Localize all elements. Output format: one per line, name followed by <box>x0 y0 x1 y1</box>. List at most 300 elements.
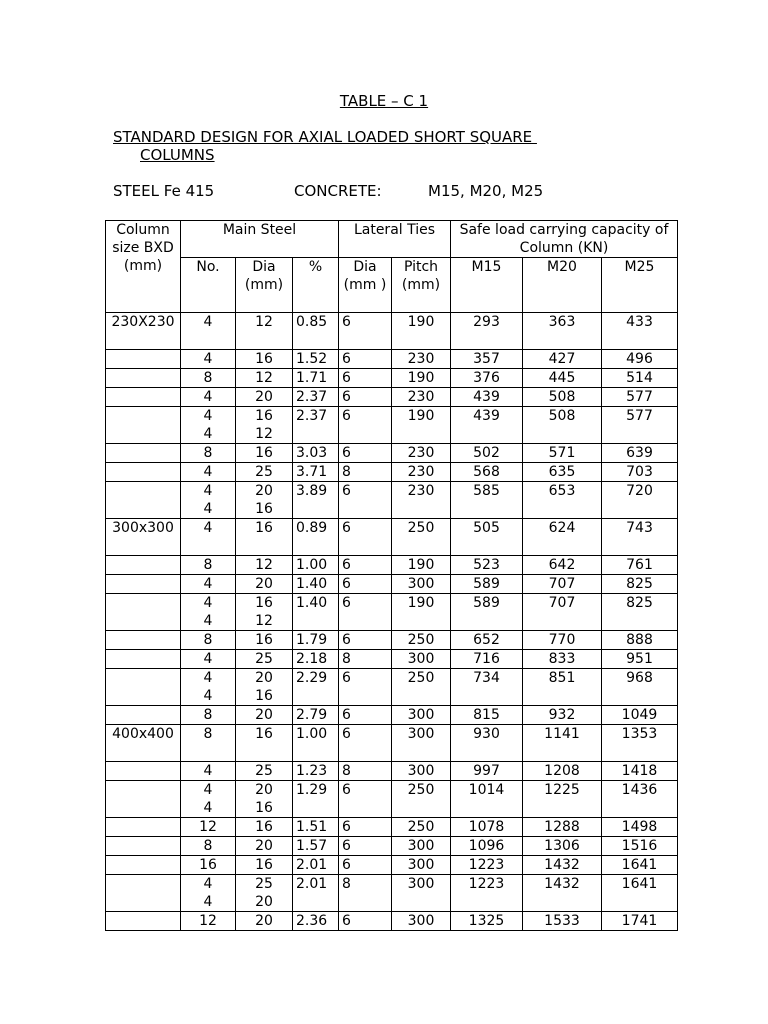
cell-load-m20: 1432 <box>523 856 602 875</box>
cell-load-m25: 433 <box>602 313 678 350</box>
cell-tie-pitch: 300 <box>392 837 451 856</box>
header-safe-load: Safe load carrying capacity of Column (KN) <box>451 221 678 258</box>
header-m15: M15 <box>451 258 523 313</box>
cell-bar-dia <box>236 762 293 781</box>
cell-bar-count <box>181 912 236 931</box>
cell-bar-dia-line: 16 <box>255 819 273 835</box>
cell-load-m20: 508 <box>523 388 602 407</box>
cell-bar-count <box>181 407 236 444</box>
cell-bar-count <box>181 669 236 706</box>
cell-bar-count <box>181 482 236 519</box>
cell-tie-pitch: 190 <box>392 313 451 350</box>
cell-bar-count-line: 4 <box>203 782 213 798</box>
cell-bar-dia <box>236 875 293 912</box>
cell-bar-dia <box>236 706 293 725</box>
table-row <box>106 856 678 875</box>
cell-load-m20: 642 <box>523 556 602 575</box>
cell-bar-count-line: 4 <box>203 483 213 499</box>
cell-load-m25: 496 <box>602 350 678 369</box>
cell-tie-pitch: 300 <box>392 875 451 912</box>
cell-bar-count <box>181 594 236 631</box>
cell-load-m20: 833 <box>523 650 602 669</box>
cell-bar-count-line: 12 <box>199 819 217 835</box>
cell-load-m20: 1432 <box>523 875 602 912</box>
cell-bar-count <box>181 350 236 369</box>
cell-bar-dia <box>236 669 293 706</box>
cell-bar-count <box>181 388 236 407</box>
cell-bar-dia-line: 16 <box>255 857 273 873</box>
cell-bar-count-line: 4 <box>203 408 213 424</box>
cell-load-m20: 707 <box>523 575 602 594</box>
cell-load-m15: 293 <box>451 313 523 350</box>
material-spec <box>113 182 673 202</box>
cell-load-m25: 639 <box>602 444 678 463</box>
cell-load-m15: 1096 <box>451 837 523 856</box>
cell-steel-percent: 3.03 <box>293 444 339 463</box>
cell-bar-dia-line: 20 <box>255 707 273 723</box>
cell-bar-dia <box>236 781 293 818</box>
cell-load-m25: 1418 <box>602 762 678 781</box>
cell-bar-dia-line: 16 <box>255 501 273 517</box>
cell-load-m20: 1141 <box>523 725 602 762</box>
cell-tie-dia: 8 <box>339 762 392 781</box>
cell-steel-percent: 1.40 <box>293 594 339 631</box>
design-table <box>105 220 678 931</box>
cell-tie-dia: 6 <box>339 912 392 931</box>
cell-tie-pitch: 250 <box>392 781 451 818</box>
cell-load-m25: 968 <box>602 669 678 706</box>
table-row <box>106 463 678 482</box>
cell-column-size <box>106 781 181 818</box>
cell-tie-dia: 6 <box>339 388 392 407</box>
cell-column-size <box>106 369 181 388</box>
cell-tie-pitch: 230 <box>392 350 451 369</box>
cell-bar-count <box>181 875 236 912</box>
cell-column-size <box>106 856 181 875</box>
cell-tie-dia: 6 <box>339 725 392 762</box>
header-ties-dia: Dia (mm ) <box>339 258 392 313</box>
cell-load-m15: 505 <box>451 519 523 556</box>
header-dia: Dia (mm) <box>236 258 293 313</box>
cell-bar-dia <box>236 575 293 594</box>
cell-column-size <box>106 444 181 463</box>
cell-bar-count <box>181 444 236 463</box>
cell-tie-dia: 6 <box>339 706 392 725</box>
cell-tie-pitch: 250 <box>392 631 451 650</box>
cell-bar-count-line: 4 <box>203 314 213 330</box>
cell-bar-count <box>181 725 236 762</box>
header-row-1 <box>106 221 678 258</box>
cell-load-m25: 761 <box>602 556 678 575</box>
cell-load-m15: 1223 <box>451 875 523 912</box>
cell-tie-dia: 8 <box>339 463 392 482</box>
cell-tie-dia: 6 <box>339 350 392 369</box>
cell-tie-pitch: 190 <box>392 407 451 444</box>
cell-load-m25: 514 <box>602 369 678 388</box>
cell-bar-dia <box>236 556 293 575</box>
cell-bar-count <box>181 818 236 837</box>
concrete-label: CONCRETE: <box>294 182 382 200</box>
cell-bar-dia-line: 20 <box>255 483 273 499</box>
cell-bar-dia-line: 20 <box>255 838 273 854</box>
cell-column-size <box>106 912 181 931</box>
cell-bar-count <box>181 781 236 818</box>
cell-tie-pitch: 300 <box>392 725 451 762</box>
cell-column-size <box>106 818 181 837</box>
cell-steel-percent: 1.51 <box>293 818 339 837</box>
cell-bar-dia-line: 16 <box>255 445 273 461</box>
cell-bar-count-line: 4 <box>203 894 213 910</box>
cell-load-m15: 439 <box>451 388 523 407</box>
header-percent: % <box>293 258 339 313</box>
cell-bar-count <box>181 762 236 781</box>
cell-steel-percent: 2.01 <box>293 856 339 875</box>
cell-load-m25: 720 <box>602 482 678 519</box>
cell-load-m25: 825 <box>602 594 678 631</box>
cell-bar-dia-line: 16 <box>255 688 273 704</box>
cell-load-m20: 445 <box>523 369 602 388</box>
cell-bar-dia-line: 25 <box>255 876 273 892</box>
cell-bar-dia-line: 12 <box>255 426 273 442</box>
cell-steel-percent: 1.71 <box>293 369 339 388</box>
cell-tie-dia: 6 <box>339 856 392 875</box>
cell-load-m20: 653 <box>523 482 602 519</box>
cell-steel-percent: 1.00 <box>293 725 339 762</box>
table-row <box>106 669 678 706</box>
cell-tie-pitch: 230 <box>392 482 451 519</box>
cell-load-m15: 652 <box>451 631 523 650</box>
cell-bar-count-line: 16 <box>199 857 217 873</box>
cell-bar-count-line: 4 <box>203 464 213 480</box>
cell-bar-count <box>181 313 236 350</box>
cell-steel-percent: 1.79 <box>293 631 339 650</box>
cell-bar-dia <box>236 463 293 482</box>
table-row <box>106 519 678 556</box>
cell-steel-percent: 2.29 <box>293 669 339 706</box>
cell-tie-pitch: 190 <box>392 556 451 575</box>
cell-load-m15: 357 <box>451 350 523 369</box>
header-main-steel: Main Steel <box>181 221 339 258</box>
cell-load-m20: 624 <box>523 519 602 556</box>
cell-bar-count-line: 8 <box>203 557 213 573</box>
cell-load-m25: 1516 <box>602 837 678 856</box>
cell-tie-dia: 6 <box>339 556 392 575</box>
cell-steel-percent: 3.71 <box>293 463 339 482</box>
cell-load-m25: 577 <box>602 388 678 407</box>
cell-load-m15: 589 <box>451 575 523 594</box>
cell-steel-percent: 2.37 <box>293 388 339 407</box>
cell-bar-count-line: 4 <box>203 613 213 629</box>
cell-bar-dia <box>236 369 293 388</box>
cell-tie-pitch: 300 <box>392 575 451 594</box>
table-row <box>106 762 678 781</box>
cell-column-size <box>106 594 181 631</box>
cell-bar-dia-line: 16 <box>255 351 273 367</box>
cell-load-m20: 1533 <box>523 912 602 931</box>
cell-column-size <box>106 650 181 669</box>
cell-load-m25: 888 <box>602 631 678 650</box>
cell-bar-dia <box>236 519 293 556</box>
cell-column-size <box>106 388 181 407</box>
cell-bar-count-line: 4 <box>203 800 213 816</box>
cell-bar-dia-line: 25 <box>255 651 273 667</box>
table-row <box>106 594 678 631</box>
cell-steel-percent: 2.01 <box>293 875 339 912</box>
cell-load-m25: 703 <box>602 463 678 482</box>
cell-bar-count <box>181 575 236 594</box>
cell-column-size <box>106 482 181 519</box>
cell-column-size <box>106 407 181 444</box>
cell-bar-dia-line: 20 <box>255 782 273 798</box>
cell-bar-dia-line: 20 <box>255 913 273 929</box>
cell-load-m20: 571 <box>523 444 602 463</box>
steel-grade: STEEL Fe 415 <box>113 182 215 200</box>
cell-bar-count <box>181 369 236 388</box>
cell-load-m15: 997 <box>451 762 523 781</box>
cell-load-m25: 1641 <box>602 875 678 912</box>
cell-tie-pitch: 300 <box>392 762 451 781</box>
cell-column-size <box>106 762 181 781</box>
table-row <box>106 556 678 575</box>
page-title: TABLE – C 1 <box>339 92 429 110</box>
cell-bar-dia <box>236 912 293 931</box>
cell-load-m20: 932 <box>523 706 602 725</box>
cell-bar-count-line: 4 <box>203 426 213 442</box>
cell-load-m15: 1014 <box>451 781 523 818</box>
cell-tie-pitch: 300 <box>392 912 451 931</box>
cell-bar-dia <box>236 482 293 519</box>
table-row <box>106 650 678 669</box>
cell-tie-pitch: 300 <box>392 856 451 875</box>
cell-load-m20: 363 <box>523 313 602 350</box>
cell-tie-pitch: 230 <box>392 463 451 482</box>
cell-load-m15: 1325 <box>451 912 523 931</box>
cell-bar-dia <box>236 407 293 444</box>
cell-tie-dia: 6 <box>339 594 392 631</box>
cell-bar-count-line: 12 <box>199 913 217 929</box>
header-m25: M25 <box>602 258 678 313</box>
cell-load-m20: 770 <box>523 631 602 650</box>
concrete-grades: M15, M20, M25 <box>428 182 544 200</box>
cell-load-m15: 502 <box>451 444 523 463</box>
cell-steel-percent: 1.23 <box>293 762 339 781</box>
cell-column-size <box>106 631 181 650</box>
cell-bar-dia <box>236 837 293 856</box>
cell-bar-count-line: 8 <box>203 632 213 648</box>
cell-load-m25: 1049 <box>602 706 678 725</box>
cell-tie-dia: 6 <box>339 575 392 594</box>
cell-load-m15: 1078 <box>451 818 523 837</box>
cell-tie-dia: 6 <box>339 369 392 388</box>
table-row <box>106 482 678 519</box>
cell-bar-dia <box>236 631 293 650</box>
cell-load-m25: 1741 <box>602 912 678 931</box>
cell-tie-dia: 8 <box>339 875 392 912</box>
cell-bar-count-line: 8 <box>203 838 213 854</box>
cell-load-m15: 376 <box>451 369 523 388</box>
cell-load-m25: 1353 <box>602 725 678 762</box>
cell-column-size <box>106 350 181 369</box>
cell-bar-count-line: 4 <box>203 651 213 667</box>
table-row <box>106 837 678 856</box>
cell-load-m15: 523 <box>451 556 523 575</box>
cell-bar-count-line: 4 <box>203 688 213 704</box>
cell-bar-count-line: 8 <box>203 726 213 742</box>
cell-load-m25: 951 <box>602 650 678 669</box>
cell-bar-count-line: 4 <box>203 670 213 686</box>
table-row <box>106 912 678 931</box>
header-no: No. <box>181 258 236 313</box>
cell-bar-count <box>181 837 236 856</box>
cell-column-size <box>106 669 181 706</box>
cell-load-m20: 508 <box>523 407 602 444</box>
cell-column-size: 230X230 <box>106 313 181 350</box>
cell-bar-count <box>181 650 236 669</box>
cell-steel-percent: 2.18 <box>293 650 339 669</box>
cell-bar-dia <box>236 818 293 837</box>
subtitle-line-2: COLUMNS <box>140 146 215 164</box>
cell-load-m25: 1641 <box>602 856 678 875</box>
cell-load-m15: 1223 <box>451 856 523 875</box>
cell-bar-count <box>181 463 236 482</box>
cell-tie-dia: 6 <box>339 837 392 856</box>
cell-bar-count-line: 8 <box>203 445 213 461</box>
cell-tie-pitch: 230 <box>392 388 451 407</box>
cell-load-m20: 635 <box>523 463 602 482</box>
cell-steel-percent: 2.36 <box>293 912 339 931</box>
cell-tie-dia: 6 <box>339 669 392 706</box>
cell-bar-count-line: 4 <box>203 501 213 517</box>
cell-tie-pitch: 250 <box>392 818 451 837</box>
cell-load-m20: 851 <box>523 669 602 706</box>
subtitle-line-1: STANDARD DESIGN FOR AXIAL LOADED SHORT SQUARE <box>113 128 537 146</box>
table-row <box>106 407 678 444</box>
cell-bar-count-line: 4 <box>203 876 213 892</box>
table-row <box>106 631 678 650</box>
cell-tie-pitch: 250 <box>392 519 451 556</box>
table-row <box>106 575 678 594</box>
cell-steel-percent: 1.57 <box>293 837 339 856</box>
cell-bar-dia-line: 12 <box>255 370 273 386</box>
cell-load-m25: 743 <box>602 519 678 556</box>
cell-bar-count <box>181 556 236 575</box>
cell-bar-count-line: 4 <box>203 389 213 405</box>
cell-column-size: 300x300 <box>106 519 181 556</box>
cell-load-m25: 1498 <box>602 818 678 837</box>
table-row <box>106 369 678 388</box>
cell-steel-percent: 0.85 <box>293 313 339 350</box>
cell-load-m20: 1208 <box>523 762 602 781</box>
cell-bar-dia <box>236 388 293 407</box>
cell-tie-dia: 6 <box>339 818 392 837</box>
cell-load-m15: 930 <box>451 725 523 762</box>
cell-column-size: 400x400 <box>106 725 181 762</box>
cell-column-size <box>106 556 181 575</box>
cell-bar-count-line: 4 <box>203 520 213 536</box>
table-row <box>106 781 678 818</box>
cell-bar-dia <box>236 725 293 762</box>
cell-load-m15: 734 <box>451 669 523 706</box>
cell-bar-dia-line: 12 <box>255 314 273 330</box>
cell-tie-pitch: 230 <box>392 444 451 463</box>
cell-bar-count-line: 4 <box>203 763 213 779</box>
cell-tie-pitch: 250 <box>392 669 451 706</box>
cell-load-m20: 1288 <box>523 818 602 837</box>
cell-bar-count <box>181 519 236 556</box>
cell-bar-count <box>181 706 236 725</box>
cell-load-m15: 589 <box>451 594 523 631</box>
cell-steel-percent: 0.89 <box>293 519 339 556</box>
cell-load-m20: 1306 <box>523 837 602 856</box>
cell-load-m15: 716 <box>451 650 523 669</box>
cell-bar-count <box>181 631 236 650</box>
cell-bar-dia-line: 25 <box>255 464 273 480</box>
cell-tie-pitch: 190 <box>392 369 451 388</box>
cell-tie-dia: 6 <box>339 781 392 818</box>
cell-load-m20: 1225 <box>523 781 602 818</box>
cell-column-size <box>106 463 181 482</box>
cell-steel-percent: 1.00 <box>293 556 339 575</box>
header-lateral-ties: Lateral Ties <box>339 221 451 258</box>
cell-tie-pitch: 300 <box>392 706 451 725</box>
cell-bar-dia <box>236 444 293 463</box>
cell-bar-dia-line: 12 <box>255 557 273 573</box>
cell-bar-dia <box>236 594 293 631</box>
cell-tie-dia: 6 <box>339 407 392 444</box>
cell-bar-dia-line: 16 <box>255 595 273 611</box>
cell-bar-dia-line: 16 <box>255 632 273 648</box>
cell-load-m20: 427 <box>523 350 602 369</box>
cell-steel-percent: 1.40 <box>293 575 339 594</box>
table-row <box>106 725 678 762</box>
cell-bar-count-line: 8 <box>203 707 213 723</box>
cell-bar-count-line: 4 <box>203 576 213 592</box>
cell-column-size <box>106 706 181 725</box>
cell-bar-count-line: 4 <box>203 351 213 367</box>
cell-bar-dia-line: 12 <box>255 613 273 629</box>
cell-tie-pitch: 190 <box>392 594 451 631</box>
cell-steel-percent: 2.79 <box>293 706 339 725</box>
cell-load-m15: 568 <box>451 463 523 482</box>
cell-tie-dia: 6 <box>339 313 392 350</box>
cell-tie-dia: 6 <box>339 631 392 650</box>
header-pitch: Pitch (mm) <box>392 258 451 313</box>
cell-bar-dia-line: 16 <box>255 408 273 424</box>
table-row <box>106 818 678 837</box>
table-row <box>106 875 678 912</box>
cell-bar-dia <box>236 650 293 669</box>
cell-bar-dia-line: 20 <box>255 576 273 592</box>
cell-load-m25: 577 <box>602 407 678 444</box>
cell-bar-dia-line: 20 <box>255 389 273 405</box>
table-row <box>106 350 678 369</box>
cell-tie-pitch: 300 <box>392 650 451 669</box>
cell-bar-count-line: 8 <box>203 370 213 386</box>
cell-steel-percent: 3.89 <box>293 482 339 519</box>
cell-bar-dia-line: 20 <box>255 894 273 910</box>
cell-bar-dia-line: 25 <box>255 763 273 779</box>
cell-tie-dia: 6 <box>339 519 392 556</box>
cell-bar-dia-line: 16 <box>255 520 273 536</box>
table-row <box>106 444 678 463</box>
cell-column-size <box>106 837 181 856</box>
document-subtitle <box>113 128 673 164</box>
cell-column-size <box>106 875 181 912</box>
cell-tie-dia: 8 <box>339 650 392 669</box>
header-column-size: Column size BXD (mm) <box>106 221 181 313</box>
table-row <box>106 706 678 725</box>
cell-bar-dia-line: 16 <box>255 800 273 816</box>
